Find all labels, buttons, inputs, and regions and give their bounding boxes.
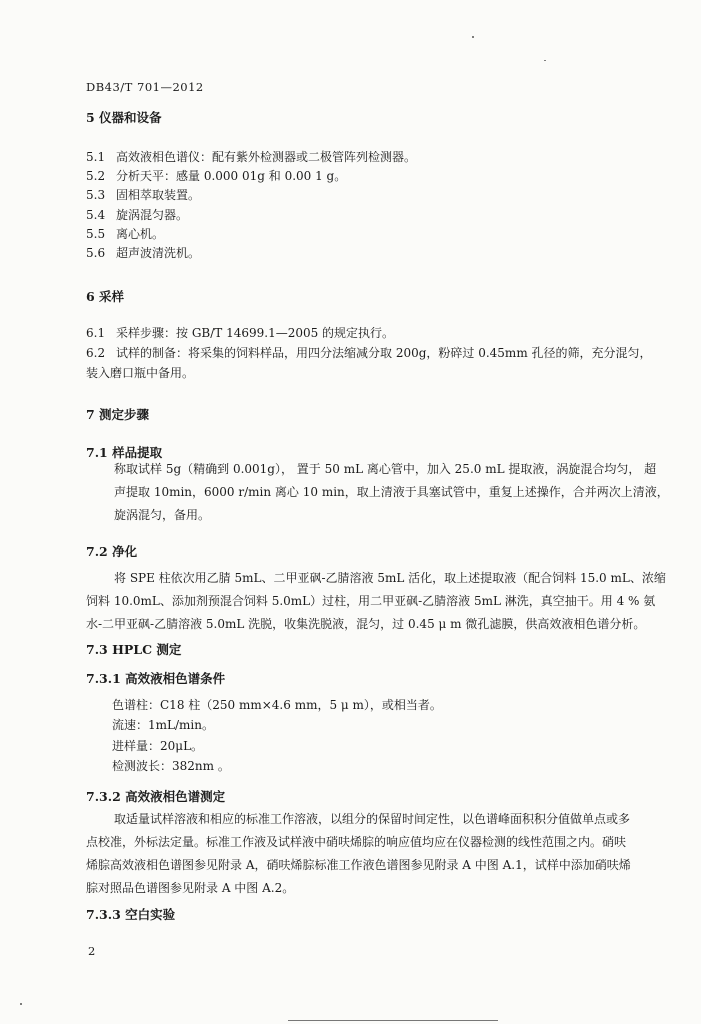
section-7-3-1-heading: 7.3.1 高效液相色谱条件 [86, 671, 226, 686]
scan-speck [472, 36, 474, 38]
scan-speck [544, 60, 546, 61]
item-6-2: 6.2 试样的制备：将采集的饲料样品，用四分法缩减分取 200g，粉碎过 0.45mm 孔径的筛，充分混匀， [86, 346, 652, 360]
section-7-3-2-paragraph: 取适量试样溶液和相应的标准工作溶液，以组分的保留时间定性，以色谱峰面积积分值做单点或多 点校准，外标法定量。标准工作液及试样液中硝呋烯腙的响应值均应在仪器检测的线性范围之内。硝呋 烯腙高效液相色谱图参见附录 A，硝呋烯腙标准工作液色谱图参见附录 A 中图 A.1，试样中添加硝呋烯 腙对照品色谱图参见附录 A 中图 A.2。 [86, 812, 631, 895]
hplc-condition-wavelength: 检测波长：382nm 。 [112, 759, 230, 773]
hplc-condition-injection: 进样量：20μL。 [112, 739, 204, 753]
hplc-condition-column: 色谱柱：C18 柱（250 mm×4.6 mm，5 μ m），或相当者。 [112, 698, 442, 712]
section-7-3-heading: 7.3 HPLC 测定 [86, 642, 182, 657]
standard-number: DB43/T 701—2012 [86, 80, 204, 94]
scan-speck [20, 1003, 22, 1005]
item-5-1: 5.1 高效液相色谱仪：配有紫外检测器或二极管阵列检测器。 [86, 150, 417, 164]
section-7-3-3-heading: 7.3.3 空白实验 [86, 907, 176, 922]
section-7-1-heading: 7.1 样品提取 [86, 445, 163, 460]
hplc-condition-flow: 流速：1mL/min。 [112, 718, 214, 732]
item-6-1: 6.1 采样步骤：按 GB/T 14699.1—2005 的规定执行。 [86, 326, 395, 340]
section-7-heading: 7 测定步骤 [86, 407, 150, 422]
section-7-1-paragraph: 称取试样 5g（精确到 0.001g）， 置于 50 mL 离心管中，加入 25.0 mL 提取液，涡旋混合均匀， 超 声提取 10min，6000 r/min 离心 10 min，取上清液于具塞试管中，重复上述操作，合并两次上清液， 旋涡混匀，备用。 [114, 462, 669, 522]
scan-edge-line [288, 1020, 498, 1021]
item-6-2-continued: 装入磨口瓶中备用。 [86, 366, 195, 380]
section-7-2-paragraph: 将 SPE 柱依次用乙腈 5mL、二甲亚砜-乙腈溶液 5mL 活化，取上述提取液（配合饲料 15.0 mL、浓缩 饲料 10.0mL、添加剂预混合饲料 5.0mL）过柱，用二甲亚砜-乙腈溶液 5mL 淋洗，真空抽干。用 4 % 氨 水-二甲亚砜-乙腈溶液 5.0mL 洗脱，收集洗脱液，混匀，过 0.45 μ m 微孔滤膜，供高效液相色谱分析。 [86, 571, 666, 631]
item-5-3: 5.3 固相萃取装置。 [86, 188, 201, 202]
page-number: 2 [88, 944, 96, 958]
section-5-heading: 5 仪器和设备 [86, 110, 162, 125]
section-6-heading: 6 采样 [86, 289, 125, 304]
item-5-2: 5.2 分析天平：感量 0.000 01g 和 0.00 1 g。 [86, 169, 347, 183]
item-5-6: 5.6 超声波清洗机。 [86, 246, 201, 260]
section-7-2-heading: 7.2 净化 [86, 544, 138, 559]
item-5-5: 5.5 离心机。 [86, 227, 165, 241]
item-5-4: 5.4 旋涡混匀器。 [86, 208, 189, 222]
section-7-3-2-heading: 7.3.2 高效液相色谱测定 [86, 789, 226, 804]
